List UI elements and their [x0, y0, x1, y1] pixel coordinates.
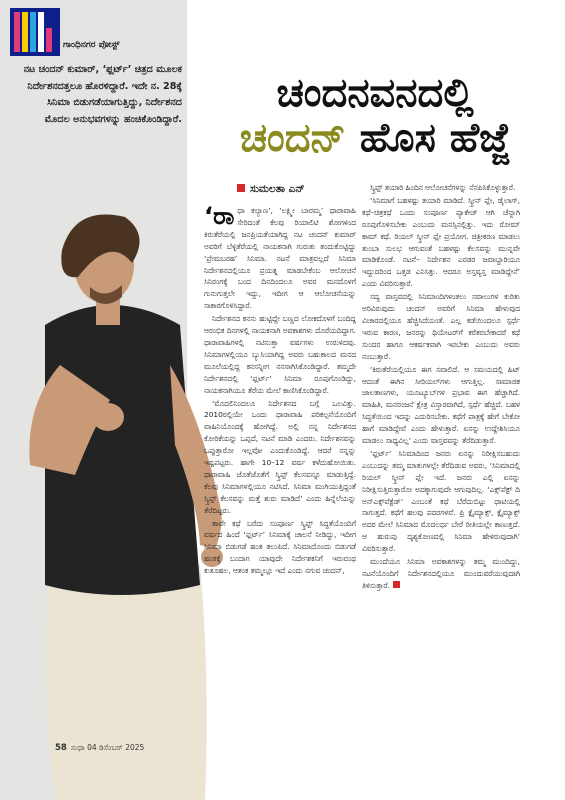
- headline-line2: [190, 115, 560, 161]
- page-footer: [55, 743, 144, 753]
- article-paragraph: ‘ಸಿನಿಮಾಗೆ ಬಹಳಷ್ಟು ತಯಾರಿ ಮಾಡಿದೆ. ಸ್ಕ್ರೀನ್ ಪ್ಲೇ, ಡೈಲಾಗ್, ಕಥೆ–ಚಿತ್ರಕಥೆ ಒಂದು ಸಂಪೂರ್ಣ ಪ್ಯಾಕೇಜ್ ಆಗಿ ಚೆನ್ನಾಗಿ ರೂಪುಗೊಳಿಸಬೇಕು ಎಂಬುದು ಮನಸ್ಸಿನಲ್ಲಿತ್ತು. ಇದು ರೋಮ್ ಕಾಮ್ ಕಥೆ. ರಿಯಲ್ ಸ್ಕ್ರೀನ್ ಪ್ಲೇ ಪ್ರಯೋಗ. ಚಿತ್ರೀಕರಣ ಮಾಡಲು ತುಂಬಾ ಸುಲಭ ಆಗುವಂತೆ ಬಹಳಷ್ಟು ಕೆಲಸವನ್ನು ಮುನ್ನವೇ ಮಾಡಿಕೊಂಡೆ. ನಟನೆ– ನಿರ್ದೇಶನ ಎರಡರ ಜವಾಬ್ದಾರಿಯೂ ಇದ್ದುದರಿಂದ ಒತ್ತಡ ಎನಿಸಿತ್ತು. ಆದರೂ ಅಸ್ತವ್ಯಸ್ತ ಮಾಡಿದ್ದೇನೆ’ ಎಂದು ವಿವರಿಸುತ್ತಾರೆ.: [362, 195, 520, 289]
- drop-cap: ‘ರಾ: [204, 202, 235, 230]
- headline-rest: ಹೊಸ ಹೆಜ್ಜೆ: [345, 115, 511, 161]
- article-paragraph: ‘ರಾಧಾ ಕಲ್ಯಾಣ’, ‘ಲಕ್ಷ್ಮೀ ಬಾರಮ್ಮ’ ಧಾರಾವಾಹಿ ಸೇರಿದಂತೆ ಕೆಲವು ರಿಯಾಲಿಟಿ ಶೋಗಳಿಂದ ಕಿರುತೆರೆಯಲ್ಲಿ ಜನಪ್ರಿಯತೆಯಾಗಿದ್ದ ನಟ ಚಂದನ್ ಕುಮಾರ್ ಅವರಿಗೆ ಬೆಳ್ಳಿತೆರೆಯಲ್ಲಿ ನಾಯಕನಾಗಿ ಗುರುತು ತಂದುಕೊಟ್ಟಿದ್ದು ‘ಪ್ರೇಮಬರಹ’ ಸಿನಿಮಾ. ನಟನೆ ಮಾತ್ರವಲ್ಲದೆ ಸಿನಿಮಾ ನಿರ್ದೇಶನದಲ್ಲಿಯೂ ಪ್ರಯತ್ನ ಮಾಡಬೇಕೆಂಬ ಆಲೋಚನೆ ಸಿನಿರಂಗಕ್ಕೆ ಬಂದ ದಿನದಿಂದಲೂ ಅವರ ಮನದೊಳಗೆ ಗುನುಗುತ್ತಲೇ ಇದ್ದು, ಇದೀಗ ಆ ಆಲೋಚನೆಯನ್ನು ಸಾಕಾರಗೊಳಿಸಿದ್ದಾರೆ.: [204, 202, 356, 311]
- article-paragraph: ಸ್ಕ್ರಿಪ್ಟ್ ತಯಾರಿ ಹಿಂದಿನ ಆಲೋಚನೆಗಳನ್ನು ನೆನಪಿಸಿಕೊಳ್ಳುತ್ತಾರೆ.: [370, 183, 516, 192]
- footer-text: ಸುಧಾ 04 ಡಿಸೆಂಬರ್ 2025: [70, 743, 145, 752]
- article-paragraph: ತಾವೇ ಕಥೆ ಬರೆದು ಸಂಪೂರ್ಣ ಸ್ಕ್ರಿಪ್ಟ್ ಸಿದ್ಧತೆಯೊಂದಿಗೆ ವರ್ಷದ ಹಿಂದೆ ‘ಫ್ಲರ್ಟ್’ ಸಿನಿಮಾಕ್ಕೆ ಚಾಲನೆ ನೀಡಿದ್ದು, ಇದೀಗ ಸಿನಿಮಾ ಬಿಡುಗಡೆ ಹಂತ ತಲುಪಿದೆ. ಸಿನಿಮಾದೊಂದು ಬಿಡುಗಡೆ ಹಂತಕ್ಕೆ ಬಂದಾಗ ಯಾವುದೇ ನಿರ್ದೇಶಕನಿಗೆ ಇರುವಂಥ ಕುತೂಹಲ, ಆತಂಕ ತಮ್ಮಲ್ಲೂ ಇದೆ ಎಂದು ನಗುವ ಚಂದನ್,: [204, 518, 356, 576]
- article-paragraph: ಮುಂದೆಯೂ ಸಿನಿಮಾ ಅವಕಾಶಗಳನ್ನು ತಮ್ಮ ಮುಂದಿದ್ದು, ನಟನೆಯೊಂದಿಗೆ ನಿರ್ದೇಶನದಲ್ಲಿಯೂ ಮುಂದುವರೆಯುವುದಾಗಿ ತಿಳಿಸುತ್ತಾರೆ.: [362, 557, 520, 590]
- headline-accent: ಚಂದನ್: [239, 115, 346, 161]
- article-paragraph: ಸದ್ಯ ವಾಸ್ತವದಲ್ಲಿ ಸಿನಿಮಾಂದಿಗಳಂತಲು ಸವಾಲುಗಳ ಕುರಿತು ಅರಿವಿರುವುದು ಚಂದನ್ ಅವರಿಗೆ ಸಿನಿಮಾ ಹೇಳುವುದ ವಿಚಾರದಲ್ಲಿಯೂ ಹೆಚ್ಚಿಸಿದೆಯಂತೆ. ಎಲ್ಲ ಕಡೆಯಿಂದಲೂ ಸ್ಪರ್ಧೆ ಇರುವ ಕಾರಣ, ಜನರನ್ನು ಥಿಯೇಟರ್‌ಗೆ ಕರೆತರಬೇಕಾದರೆ ಕಥೆ ಸುಂದರ ಹಾಗೂ ಆಕರ್ಷಕವಾಗಿ ಇರಬೇಕು ಎಂಬುದು ಅವರು ನಂಬುತ್ತಾರೆ.: [362, 292, 520, 361]
- byline: [237, 183, 305, 196]
- article-paragraph: ನಿರ್ದೇಶನದ ಕನಸು ಹುಟ್ಟಿದ್ದೇ ಬಣ್ಣದ ಲೋಕದೊಳಗೆ ಬಂದಿದ್ದ ಆರಂಭಿಕ ದಿನಗಳಲ್ಲಿ ನಾಯಕನಾಗಿ ಅವಕಾಶಗಳು ದೊರೆಯದಿದ್ದಾಗ. ಧಾರಾವಾಹಿಗಳಲ್ಲಿ ನಟಿಸುತ್ತಾ ವರ್ಷಗಳು ಉರುಳಿದವು. ಸಿನಿಮಾಗಳಲ್ಲಿಯೂ ಬ್ಯುಸಿಯಾಗಿದ್ದ ಅವರು ಬಹುಕಾಲದ ಮನದ ಮೂಲೆಯಲ್ಲಿದ್ದ ಕನಸನ್ನೀಗ ನನಸಾಗಿಸಿಕೊಂಡಿದ್ದಾರೆ. ತಮ್ಮದೇ ನಿರ್ದೇಶನದಲ್ಲಿ ‘ಫ್ಲರ್ಟ್’ ಸಿನಿಮಾ ರೂಪುಗೊಂಡಿದ್ದು, ನಾಯಕನಾಗಿಯೂ ತೆರೆಯ ಮೇಲೆ ಕಾಣಿಸಿಕೊಂಡಿದ್ದಾರೆ.: [204, 314, 356, 395]
- article-paragraph: ‘ಕಿರುತೆರೆಯಲ್ಲಿಯೂ ಈಗ ಸವಾಲಿದೆ. ಆ ಸಮಯದಲ್ಲಿ ಹಿಟ್ ಆದಂತೆ ಈಗಿನ ಸೀರಿಯಲ್‌ಗಳು ಆಗುತ್ತಿಲ್ಲ. ಸಾಮಾಜಿಕ ಜಾಲತಾಣಗಳು, ಯೂಟ್ಯೂಬ್‌ಗಳ ಪ್ರಭಾವ ಈಗ ಹೆಚ್ಚಾಗಿದೆ. ಮಾಹಿತಿ, ಮನರಂಜನೆ ಕ್ಷೇತ್ರ ವಿಸ್ತಾರವಾಗಿದೆ, ಸ್ಪರ್ಧೆ ಹೆಚ್ಚಿದೆ. ಬಹಳ ಸಿದ್ಧತೆಯಿಂದ ಇದನ್ನು ಎದುರಿಸಬೇಕು. ಕಥೆಗೆ ಪಾತ್ರಕ್ಕೆ ಹೇಗೆ ಬೇಕೋ ಹಾಗೆ ಮಾಡಿದ್ದೇವೆ ಎಂದು ಹೇಳುತ್ತಾರೆ. ಏನನ್ನು ಉದ್ದೇಶಿಸಿಯೂ ಮಾಡಲು ಸಾಧ್ಯವಿಲ್ಲ’ ಎಂದು ವಾಸ್ತವವನ್ನು ತೆರೆದಿಡುತ್ತಾರೆ.: [362, 364, 520, 446]
- bullet-square-icon: [237, 184, 245, 192]
- section-logo: [10, 8, 60, 56]
- article-column-right: [362, 182, 520, 593]
- page-number: 58: [55, 743, 67, 753]
- article-paragraph: ‘ಮೊದಲಿನಿಂದಲೂ ನಿರ್ದೇಶನದ ಬಗ್ಗೆ ಒಲವಿತ್ತು. 2010ರಲ್ಲಿಯೇ ಒಂದು ಧಾರಾವಾಹಿ ಪರಿಕಲ್ಪನೆಯೊಂದಿಗೆ ವಾಹಿನಿಯೊಂದಕ್ಕೆ ಹೋಗಿದ್ದೆ. ಅಲ್ಲಿ ನನ್ನ ನಿರ್ದೇಶನದ ಕೋರಿಕೆಯನ್ನು ಒಪ್ಪದೆ, ನಟನೆ ಮಾಡಿ ಎಂದರು. ನಿರ್ದೇಶನವನ್ನು ಒಪ್ಪುತ್ತಾರೋ ಇಲ್ಲವೋ ಎಂದುಕೊಂಡಿದ್ದೆ. ಆದರೆ ನನ್ನನ್ನು ಇಷ್ಟಪಟ್ಟರು. ಹಾಗೇ 10–12 ವರ್ಷ ಕಳೆದುಹೋಯಿತು. ಧಾರಾವಾಹಿ ಜೊತೆಜೊತೆಗೆ ಸ್ಕ್ರಿಪ್ಟ್ ಕೆಲಸವನ್ನೂ ಮಾಡುತ್ತಿದ್ದೆ. ಕೆಲವು ಸಿನಿಮಾಗಳಲ್ಲಿಯೂ ನಟಿಸಿದೆ. ಸಿನಿಮಾ ಮುಗಿಯುತ್ತಿದ್ದಂತೆ ಸ್ಕ್ರಿಪ್ಟ್ ಕೆಲಸವನ್ನು ಮತ್ತೆ ಶುರು ಮಾಡಿದೆ’ ಎಂದು ಹಿನ್ನೆಲೆಯನ್ನು ತೆರೆದಿಟ್ಟರು.: [204, 398, 356, 515]
- author-name: ಸುಮಲತಾ ಎನ್: [250, 183, 305, 195]
- section-tag: ಗಾಂಧಿನಗರ ಪೋಸ್ಟ್: [63, 40, 120, 50]
- end-mark-icon: [393, 581, 400, 588]
- article-paragraph: ‘ಫ್ಲರ್ಟ್’ ಸಿನಿಮಾದಿಂದ ಜನರು ಏನನ್ನು ನಿರೀಕ್ಷಿಸಬಹುದು ಎಂಬುದನ್ನು ತಮ್ಮ ಮಾತುಗಳಲ್ಲೇ ತೆರೆದಿಡುವ ಅವರು, ‘ಸಿನಿಮಾದಲ್ಲಿ ರಿಯಲ್ ಸ್ಕ್ರೀನ್ ಪ್ಲೇ ಇದೆ. ಜನರು ಎಲ್ಲಿ ಏನನ್ನು ನಿರೀಕ್ಷಿಸುತ್ತಿರುತ್ತಾರೋ ಅದಕ್ಕಾಗುವುದೇ ಆಗುವುದಿಲ್ಲ. ‘ಎಕ್ಸ್‌ಪೆಕ್ಟ್ ದಿ ಅನ್‌ಎಕ್ಸ್‌ಪೆಕ್ಟೆಡ್’ ಎಂಬಂತೆ ಕಥೆ ಬೆರೆದುಬಿಟ್ಟು ಧಾಟಿಯಲ್ಲಿ ಸಾಗುತ್ತದೆ. ಕಥೆಗೆ ಹಲವು ಪದರಗಳಿವೆ. ಪ್ರಿ ಕ್ಲೈಮ್ಯಾಕ್ಸ್, ಕ್ಲೈಮ್ಯಾಕ್ಸ್ ಅದರ ಮೇಲೆ ಸಿನಿಮಾದ ಮೊದಲರ್ಧ ಬೇರೆ ರೀತಿಯಲ್ಲೇ ಕಾಣುತ್ತದೆ. ಆ ಹುರುಪು ದೃಶ್ಯಕೋಣದಲ್ಲಿ ಸಿನಿಮಾ ಹೇಳಿರುವುದಾಗಿ’ ವಿವರಿಸುತ್ತಾರೆ.: [362, 448, 520, 554]
- headline-line1: ಚಂದನವನದಲ್ಲಿ: [276, 70, 474, 116]
- intro-text: ನಟ ಚಂದನ್ ಕುಮಾರ್, ‘ಫ್ಲರ್ಟ್’ ಚಿತ್ರದ ಮೂಲಕ ನಿರ್ದೇಶನದತ್ತಲೂ ಹೊರಳಿದ್ದಾರೆ. ಇದೇ ನ. 28ಕ್ಕೆ ಸಿನಿಮಾ ಬಿಡುಗಡೆಯಾಗುತ್ತಿದ್ದು, ನಿರ್ದೇಶನದ ಮೊದಲ ಅನುಭವಗಳನ್ನು ಹಂಚಿಕೊಂಡಿದ್ದಾರೆ.: [23, 64, 182, 125]
- article-column-left: [204, 202, 356, 578]
